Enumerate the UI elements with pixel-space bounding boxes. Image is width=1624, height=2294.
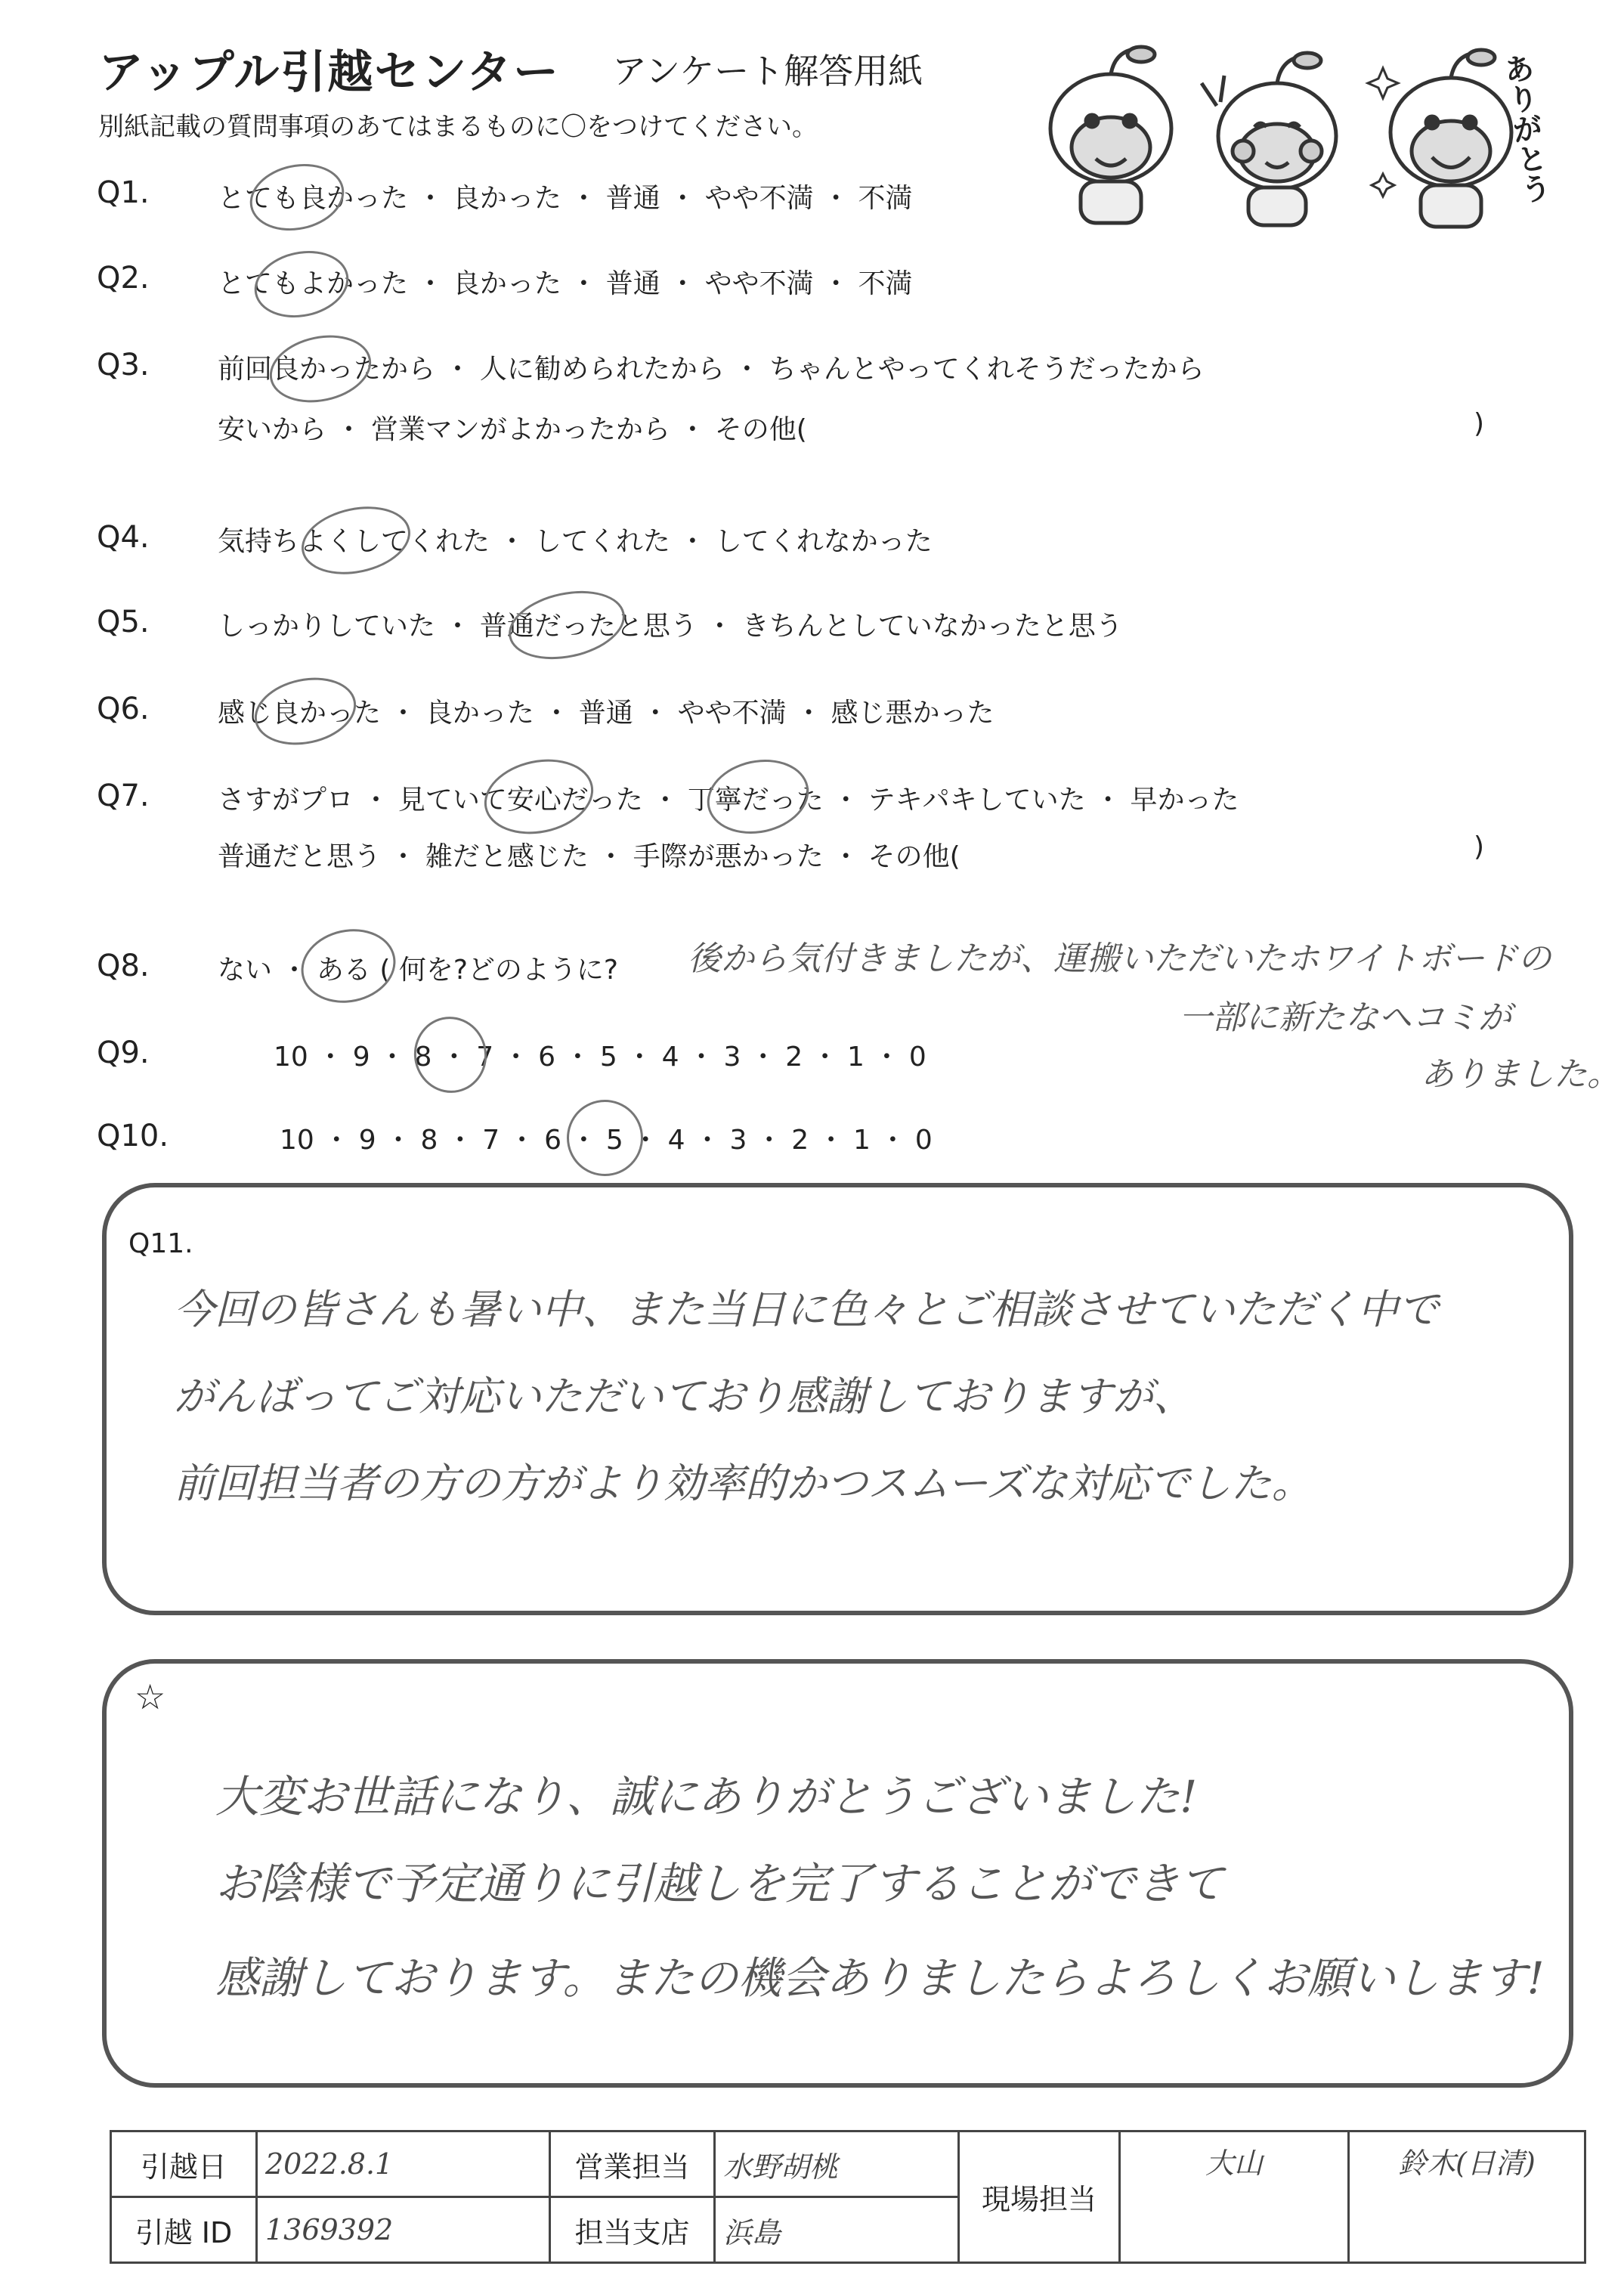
- q5-label: Q5.: [97, 605, 150, 639]
- selection-circle-q10: [560, 1093, 651, 1184]
- q3-label: Q3.: [97, 348, 150, 382]
- sales-rep-value: 水野胡桃: [715, 2131, 959, 2197]
- q4-label: Q4.: [97, 520, 150, 555]
- selection-circle-q3: [264, 327, 378, 411]
- selection-circle-q9: [407, 1010, 494, 1100]
- footer-info-table: [110, 2130, 1586, 2264]
- q9-label: Q9.: [97, 1036, 150, 1070]
- site-staff-label: 現場担当: [959, 2131, 1120, 2263]
- q3-paren-close: ): [1474, 408, 1485, 439]
- q8-handwritten-answer-2: 一部に新たなヘコミが: [1179, 998, 1511, 1037]
- selection-circle-q2: [248, 243, 354, 326]
- selection-circle-q6: [249, 669, 363, 754]
- selection-circle-q8: [294, 921, 402, 1011]
- selection-circle-q4: [295, 497, 417, 584]
- q8-label: Q8.: [97, 949, 150, 983]
- move-id-label: 引越 ID: [111, 2197, 257, 2263]
- site-staff-value-2: 鈴木(日清): [1349, 2131, 1585, 2263]
- q7-options-line2: 普通だと思う ・ 雑だと感じた ・ 手際が悪かった ・ その他(: [218, 841, 960, 872]
- q10-options: 10 ・ 9 ・ 8 ・ 7 ・ 6 ・ 5 ・ 4 ・ 3 ・ 2 ・ 1 ・ 0: [280, 1125, 933, 1156]
- q9-options: 10 ・ 9 ・ 8 ・ 7 ・ 6 ・ 5 ・ 4 ・ 3 ・ 2 ・ 1 ・ 0: [274, 1042, 926, 1073]
- move-date-value: 2022.8.1: [257, 2131, 550, 2197]
- brand-title: アップル引越センター: [98, 46, 560, 99]
- star-handwritten-line1: 大変お世話になり、誠にありがとうございました!: [215, 1771, 1198, 1822]
- selection-circle-q5: [503, 581, 631, 670]
- star-handwritten-line2: お陰様で予定通りに引越しを完了することができて: [215, 1858, 1224, 1909]
- branch-label: 担当支店: [550, 2197, 715, 2263]
- q11-handwritten-line3: 前回担当者の方の方がより効率的かつスムーズな対応でした。: [174, 1460, 1313, 1507]
- q11-handwritten-line2: がんばってご対応いただいており感謝しておりますが、: [174, 1373, 1194, 1420]
- q10-label: Q10.: [97, 1119, 169, 1153]
- q11-handwritten-line1: 今回の皆さんも暑い中、また当日に色々とご相談させていただく中で: [174, 1286, 1439, 1333]
- selection-circle-q7-teinei: [701, 751, 816, 843]
- mascot-thanks-text: ありがとう: [1497, 51, 1553, 206]
- q3-options-line1: 前回良かったから ・ 人に勧められたから ・ ちゃんとやってくれそうだったから: [218, 354, 1205, 385]
- instruction-text: 別紙記載の質問事項のあてはまるものに〇をつけてください。: [98, 112, 818, 142]
- selection-circle-q7-anshin: [478, 750, 601, 844]
- move-date-label: 引越日: [111, 2131, 257, 2197]
- sales-rep-label: 営業担当: [550, 2131, 715, 2197]
- q2-options: とてもよかった ・ 良かった ・ 普通 ・ やや不満 ・ 不満: [218, 268, 913, 299]
- site-staff-value-1: 大山: [1120, 2131, 1349, 2263]
- q8-options: ない ・ ある ( 何を?どのように?: [218, 955, 619, 986]
- move-id-value: 1369392: [257, 2197, 550, 2263]
- form-title: アンケート解答用紙: [612, 51, 923, 91]
- q1-options: とても良かった ・ 良かった ・ 普通 ・ やや不満 ・ 不満: [218, 183, 913, 214]
- q8-handwritten-answer-1: 後から気付きましたが、運搬いただいたホワイトボードの: [688, 940, 1551, 978]
- q6-label: Q6.: [97, 692, 150, 726]
- q6-options: 感じ良かった ・ 良かった ・ 普通 ・ やや不満 ・ 感じ悪かった: [218, 698, 995, 729]
- q3-options-line2: 安いから ・ 営業マンがよかったから ・ その他(: [218, 414, 807, 445]
- q2-label: Q2.: [97, 261, 150, 296]
- q7-paren-close: ): [1474, 831, 1485, 862]
- q7-options-line1: さすがプロ ・ 見ていて安心だった ・ 丁寧だった ・ テキパキしていた ・ 早かった: [218, 785, 1239, 816]
- q4-options: 気持ちよくしてくれた ・ してくれた ・ してくれなかった: [218, 526, 933, 557]
- q8-handwritten-answer-3: ありました。: [1421, 1055, 1620, 1094]
- star-handwritten-line3: 感謝しております。またの機会ありましたらよろしくお願いします!: [215, 1952, 1545, 2004]
- q11-label: Q11.: [128, 1228, 193, 1259]
- star-label: ☆: [135, 1676, 166, 1717]
- q1-label: Q1.: [97, 175, 150, 210]
- q7-label: Q7.: [97, 779, 150, 813]
- branch-value: 浜島: [715, 2197, 959, 2263]
- q5-options: しっかりしていた ・ 普通だったと思う ・ きちんとしていなかったと思う: [218, 611, 1123, 642]
- selection-circle-q1: [243, 156, 350, 239]
